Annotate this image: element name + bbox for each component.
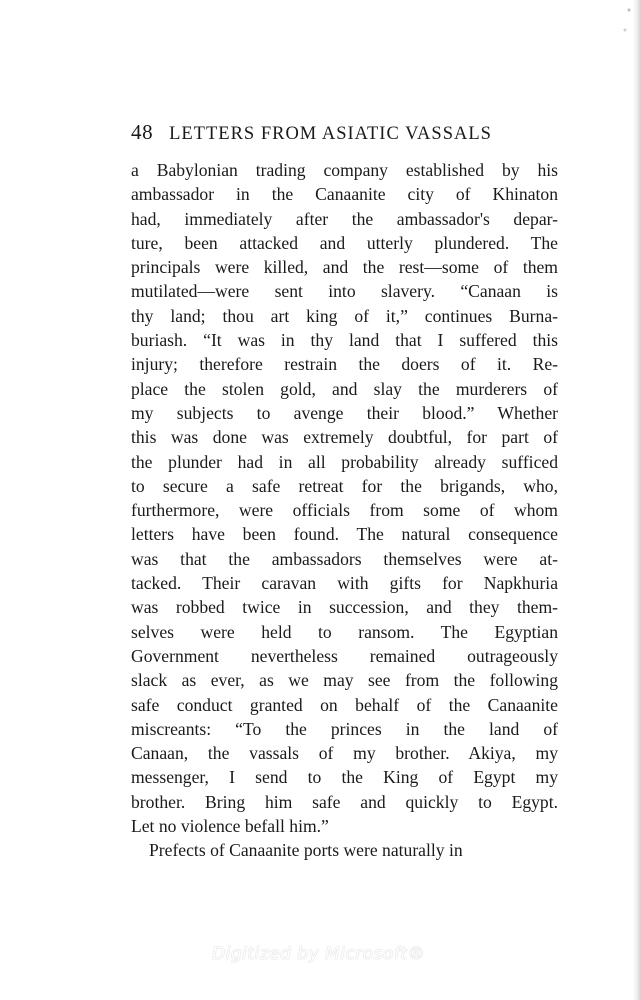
page-number: 48 <box>131 120 154 144</box>
text-line: safe conduct granted on behalf of the Canaanite <box>131 694 558 715</box>
text-line: was robbed twice in succession, and they them- <box>131 597 558 618</box>
text-line: tacked. Their caravan with gifts for Napkhuria <box>131 573 558 594</box>
text-line: the plunder had in all probability already sufficed <box>131 451 558 472</box>
text-line: injury; therefore restrain the doers of it. Re- <box>131 354 558 375</box>
text-line: had, immediately after the ambassador's depar- <box>131 208 558 229</box>
running-title: LETTERS FROM ASIATIC VASSALS <box>169 124 492 144</box>
text-line: thy land; thou art king of it,” continues Burna- <box>131 305 558 326</box>
text-line: selves were held to ransom. The Egyptian <box>131 621 558 642</box>
text-line: to secure a safe retreat for the brigands, who, <box>131 475 558 496</box>
body-text <box>131 158 558 863</box>
digitization-watermark: Digitized by Microsoft® <box>212 944 426 964</box>
text-line: ture, been attacked and utterly plundered. The <box>131 232 558 253</box>
text-line-paragraph-start: Prefects of Canaanite ports were naturally in <box>149 840 463 861</box>
text-line: letters have been found. The natural consequence <box>131 524 558 545</box>
text-line: principals were killed, and the rest—some of them <box>131 257 558 278</box>
text-line: place the stolen gold, and slay the murderers of <box>131 378 558 399</box>
text-line: brother. Bring him safe and quickly to Egypt. <box>131 791 558 812</box>
page-edge-shadow <box>633 0 641 1000</box>
text-line-paragraph-end: Let no violence befall him.” <box>131 816 329 837</box>
running-header <box>131 120 561 145</box>
text-line: Canaan, the vassals of my brother. Akiya, my <box>131 743 558 764</box>
text-line: this was done was extremely doubtful, for part of <box>131 427 558 448</box>
text-line: was that the ambassadors themselves were at- <box>131 548 558 569</box>
text-line: ambassador in the Canaanite city of Khinaton <box>131 184 558 205</box>
text-line: furthermore, were officials from some of whom <box>131 500 558 521</box>
text-line: messenger, I send to the King of Egypt my <box>131 767 558 788</box>
text-line: miscreants: “To the princes in the land of <box>131 718 558 739</box>
text-line: a Babylonian trading company established by his <box>131 160 558 180</box>
text-line: Government nevertheless remained outrageously <box>131 645 558 666</box>
text-line: slack as ever, as we may see from the following <box>131 670 558 691</box>
text-line: mutilated—were sent into slavery. “Canaan is <box>131 281 558 302</box>
text-line: my subjects to avenge their blood.” Whether <box>131 402 558 423</box>
text-line: buriash. “It was in thy land that I suffered this <box>131 330 558 351</box>
